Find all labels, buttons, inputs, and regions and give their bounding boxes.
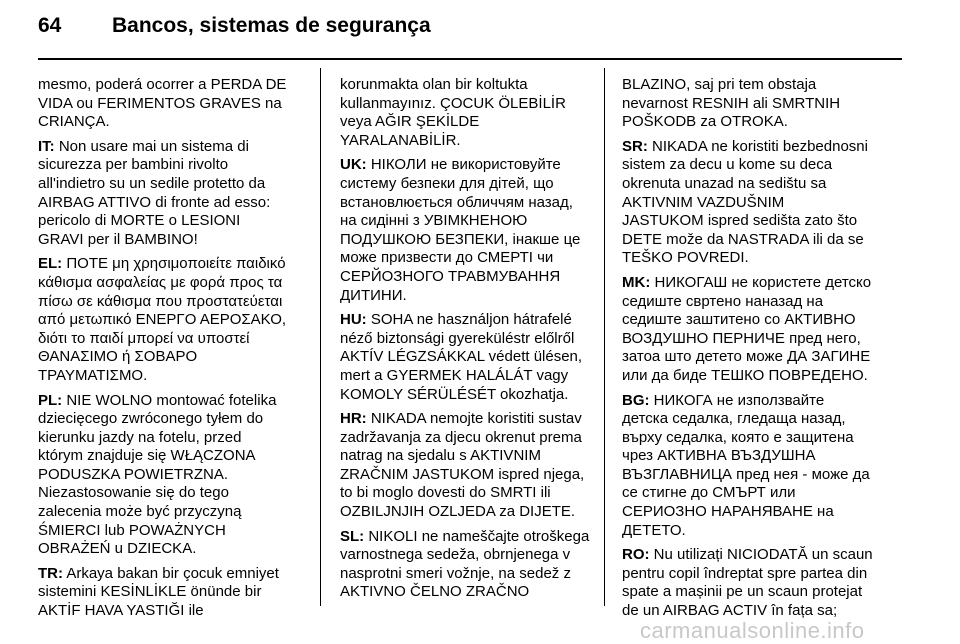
line-text: на сидінні з УВІМКНЕНОЮ [340, 212, 528, 230]
paragraph [340, 410, 608, 522]
line-text: Arkaya bakan bir çocuk emniyet [63, 564, 279, 582]
text-line [38, 255, 306, 274]
text-line [38, 138, 306, 157]
text-line [340, 194, 608, 213]
text-line [340, 348, 608, 367]
text-line [622, 95, 904, 114]
line-text: СЕРИОЗНО НАРАНЯВАНЕ на [622, 503, 834, 521]
paragraph [622, 392, 904, 541]
text-line [38, 231, 306, 250]
line-text: PODUSZKA POWIETRZNA. [38, 465, 229, 483]
text-line [38, 565, 306, 584]
line-text: се стигне до СМЪРТ или [622, 484, 796, 502]
text-line [622, 522, 904, 541]
paragraph [38, 138, 306, 250]
language-code: RO: [622, 546, 650, 564]
line-text: седиште заштитено со АКТИВНО [622, 311, 856, 329]
line-text: néző biztonsági gyereküléstr előlről [340, 329, 575, 347]
paragraph [340, 528, 608, 602]
text-line [38, 113, 306, 132]
language-code: HR: [340, 410, 367, 428]
line-text: pericolo di MORTE o LESIONI [38, 212, 241, 230]
text-line [340, 249, 608, 268]
line-text: Nu utilizați NICIODATĂ un scaun [649, 546, 873, 564]
line-text: или да биде ТЕШКО ПОВРЕДЕНО. [622, 366, 868, 384]
line-text: sistem za decu u kome su deca [622, 156, 833, 174]
line-text: πίσω σε κάθισμα που προστατεύεται [38, 292, 283, 310]
line-text: Non usare mai un sistema di [54, 137, 249, 155]
line-text: nasprotni smeri vožnje, na sedež z [340, 564, 571, 582]
line-text: ZRAČNIM JASTUKOM ispred njega, [340, 465, 585, 483]
line-text: AKTÍV LÉGZSÁKKAL védett ülésen, [340, 348, 583, 366]
paragraph [38, 255, 306, 385]
text-line [622, 330, 904, 349]
line-text: de un AIRBAG ACTIV în fața sa; [622, 602, 838, 620]
text-line [622, 113, 904, 132]
text-line [38, 466, 306, 485]
text-line [340, 156, 608, 175]
paragraph [622, 138, 904, 268]
line-text: pentru copil îndreptat spre partea din [622, 564, 868, 582]
line-text: ΠΟΤΕ μη χρησιμοποιείτε παιδικό [62, 255, 286, 273]
line-text: НИКОГА не използвайте [649, 391, 825, 409]
text-line [340, 386, 608, 405]
line-text: BLAZINO, saj pri tem obstaja [622, 76, 817, 93]
text-line [38, 274, 306, 293]
paragraph [340, 311, 608, 404]
text-line [38, 602, 306, 621]
text-column-1 [38, 76, 306, 627]
text-line [622, 466, 904, 485]
text-line [340, 367, 608, 386]
line-text: dziecięcego zwróconego tyłem do [38, 410, 264, 428]
text-line [340, 410, 608, 429]
line-text: YARALANABİLİR. [340, 131, 461, 149]
text-line [340, 429, 608, 448]
line-text: korunmakta olan bir koltukta [340, 76, 528, 93]
text-line [622, 392, 904, 411]
line-text: SOHA ne használjon hátrafelé [366, 311, 572, 329]
line-text: може призвести до СМЕРТІ чи [340, 249, 554, 267]
text-line [38, 522, 306, 541]
text-line [622, 565, 904, 584]
language-code: SR: [622, 137, 648, 155]
language-code: IT: [38, 137, 55, 155]
language-code: HU: [340, 311, 367, 329]
line-text: POŠKODB za OTROKA. [622, 113, 788, 131]
line-text: διότι το παιδί μπορεί να υποστεί [38, 329, 250, 347]
line-text: DETE može da NASTRADA ili da se [622, 230, 864, 248]
line-text: детска седалка, гледаща назад, [622, 410, 846, 428]
text-line [340, 287, 608, 306]
text-line [340, 447, 608, 466]
text-line [38, 484, 306, 503]
text-line [38, 95, 306, 114]
paragraph [622, 546, 904, 620]
text-line [38, 410, 306, 429]
line-text: all'indietro su un sedile protetto da [38, 174, 266, 192]
line-text: sistemini KESİNLİKLE önünde bir [38, 583, 262, 601]
line-text: spate a mașinii pe un scaun protejat [622, 583, 863, 601]
line-text: kierunku jazdy na fotelu, przed [38, 428, 242, 446]
language-code: PL: [38, 391, 63, 409]
line-text: затоа што детето може ДА ЗАГИНЕ [622, 348, 871, 366]
text-line [340, 565, 608, 584]
line-text: κάθισμα ασφαλείας με φορά προς τα [38, 273, 283, 291]
column-divider [320, 68, 321, 606]
text-line [622, 410, 904, 429]
text-line [340, 76, 608, 95]
text-line [340, 113, 608, 132]
line-text: ВОЗДУШНО ПЕРНИЧЕ пред него, [622, 329, 861, 347]
line-text: GRAVI per il BAMBINO! [38, 230, 198, 248]
line-text: ΘΑΝΑΣΙΜΟ ή ΣΟΒΑΡΟ [38, 348, 198, 366]
text-line [622, 348, 904, 367]
line-text: AKTİF HAVA YASTIĞI ile [38, 602, 204, 620]
line-text: OZBILJNJIH OZLJEDA za DIJETE. [340, 503, 576, 521]
line-text: чрез АКТИВНА ВЪЗДУШНА [622, 447, 816, 465]
text-line [340, 503, 608, 522]
line-text: Niezastosowanie się do tego [38, 484, 229, 502]
line-text: систему безпеки для дітей, що [340, 174, 554, 192]
line-text: natrag na sjedalu s AKTIVNIM [340, 447, 541, 465]
line-text: NIKADA ne koristiti bezbednosni [647, 137, 868, 155]
text-column-3 [622, 76, 904, 627]
line-text: JASTUKOM ispred sedišta zato što [622, 212, 858, 230]
line-text: ПОДУШКОЮ БЕЗПЕКИ, інакше це [340, 230, 581, 248]
text-line [340, 175, 608, 194]
text-line [38, 311, 306, 330]
text-line [38, 293, 306, 312]
text-line [622, 156, 904, 175]
text-line [38, 367, 306, 386]
text-line [622, 311, 904, 330]
text-line [622, 212, 904, 231]
text-line [622, 429, 904, 448]
text-line [340, 231, 608, 250]
line-text: okrenuta unazad na sedištu sa [622, 174, 827, 192]
text-line [340, 268, 608, 287]
line-text: to bi moglo dovesti do SMRTI ili [340, 484, 551, 502]
line-text: СЕРЙОЗНОГО ТРАВМУВАННЯ [340, 267, 561, 285]
text-line [622, 447, 904, 466]
text-line [38, 76, 306, 95]
page-title: Bancos, sistemas de segurança [112, 14, 431, 37]
line-text: ВЪЗГЛАВНИЦА пред нея - може да [622, 465, 870, 483]
text-line [622, 249, 904, 268]
text-line [340, 466, 608, 485]
line-text: którym znajduje się WŁĄCZONA [38, 447, 256, 465]
watermark: carmanualsonline.info [640, 618, 865, 643]
line-text: ŚMIERCI lub POWAŻNYCH [38, 521, 226, 539]
text-line [340, 583, 608, 602]
text-line [622, 76, 904, 95]
text-line [622, 503, 904, 522]
line-text: върху седалка, която е защитена [622, 428, 854, 446]
text-line [38, 392, 306, 411]
language-code: MK: [622, 273, 651, 291]
text-line [38, 447, 306, 466]
text-line [622, 583, 904, 602]
line-text: sicurezza per bambini rivolto [38, 156, 229, 174]
text-line [38, 540, 306, 559]
text-column-2 [340, 76, 608, 608]
line-text: kullanmayınız. ÇOCUK ÖLEBİLİR [340, 94, 566, 112]
text-line [622, 274, 904, 293]
text-line [622, 175, 904, 194]
line-text: седиште свртено наназад на [622, 292, 824, 310]
line-text: TEŠKO POVREDI. [622, 249, 749, 267]
paragraph [38, 392, 306, 559]
line-text: ΤΡΑΥΜΑΤΙΣΜΟ. [38, 366, 148, 384]
paragraph [38, 565, 306, 621]
text-line [622, 367, 904, 386]
text-line [622, 194, 904, 213]
text-line [622, 293, 904, 312]
line-text: AKTIVNIM VAZDUŠNIM [622, 193, 785, 211]
text-line [340, 132, 608, 151]
line-text: zalecenia może być przyczyną [38, 503, 242, 521]
line-text: mert a GYERMEK HALÁLÁT vagy [340, 366, 569, 384]
text-line [38, 429, 306, 448]
text-line [340, 330, 608, 349]
line-text: nevarnost RESNIH ali SMRTNIH [622, 94, 841, 112]
language-code: SL: [340, 527, 365, 545]
line-text: НІКОЛИ не використовуйте [366, 156, 561, 174]
text-line [38, 194, 306, 213]
language-code: UK: [340, 156, 367, 174]
paragraph [622, 274, 904, 386]
line-text: veya AĞIR ŞEKİLDE [340, 113, 480, 131]
text-line [622, 484, 904, 503]
language-code: BG: [622, 391, 650, 409]
line-text: NIE WOLNO montować fotelika [62, 391, 277, 409]
text-line [38, 348, 306, 367]
text-line [38, 212, 306, 231]
text-line [622, 231, 904, 250]
line-text: CRIANÇA. [38, 113, 110, 131]
line-text: VIDA ou FERIMENTOS GRAVES na [38, 94, 282, 112]
text-line [340, 95, 608, 114]
text-line [38, 503, 306, 522]
paragraph [340, 76, 608, 150]
paragraph [622, 76, 904, 132]
line-text: zadržavanja za djecu okrenut prema [340, 428, 582, 446]
line-text: KOMOLY SÉRÜLÉSÉT okozhatja. [340, 385, 569, 403]
line-text: OBRAŻEŃ u DZIECKA. [38, 540, 197, 558]
column-divider [604, 68, 605, 606]
line-text: NIKADA nemojte koristiti sustav [366, 410, 582, 428]
text-line [340, 212, 608, 231]
paragraph [38, 76, 306, 132]
text-line [622, 546, 904, 565]
text-line [38, 156, 306, 175]
line-text: AIRBAG ATTIVO di fronte ad esso: [38, 193, 271, 211]
line-text: varnostnega sedeža, obrnjenega v [340, 546, 571, 564]
text-line [38, 175, 306, 194]
text-line [38, 330, 306, 349]
line-text: ДИТИНИ. [340, 286, 407, 304]
line-text: встановлюється обличчям назад, [340, 193, 573, 211]
line-text: НИКОГАШ не користете детско [650, 273, 872, 291]
paragraph [340, 156, 608, 305]
line-text: AKTIVNO ČELNO ZRAČNO [340, 583, 530, 601]
language-code: TR: [38, 564, 63, 582]
line-text: ДЕТЕТО. [622, 521, 686, 539]
text-line [38, 583, 306, 602]
text-line [340, 546, 608, 565]
text-line [622, 138, 904, 157]
page-number: 64 [38, 14, 62, 37]
text-line [340, 528, 608, 547]
line-text: από μετωπικό ΕΝΕΡΓΟ ΑΕΡΟΣΑΚΟ, [38, 311, 287, 329]
text-line [340, 311, 608, 330]
text-line [340, 484, 608, 503]
header-rule [38, 58, 902, 60]
line-text: mesmo, poderá ocorrer a PERDA DE [38, 76, 287, 93]
line-text: NIKOLI ne nameščajte otroškega [364, 527, 590, 545]
language-code: EL: [38, 255, 63, 273]
